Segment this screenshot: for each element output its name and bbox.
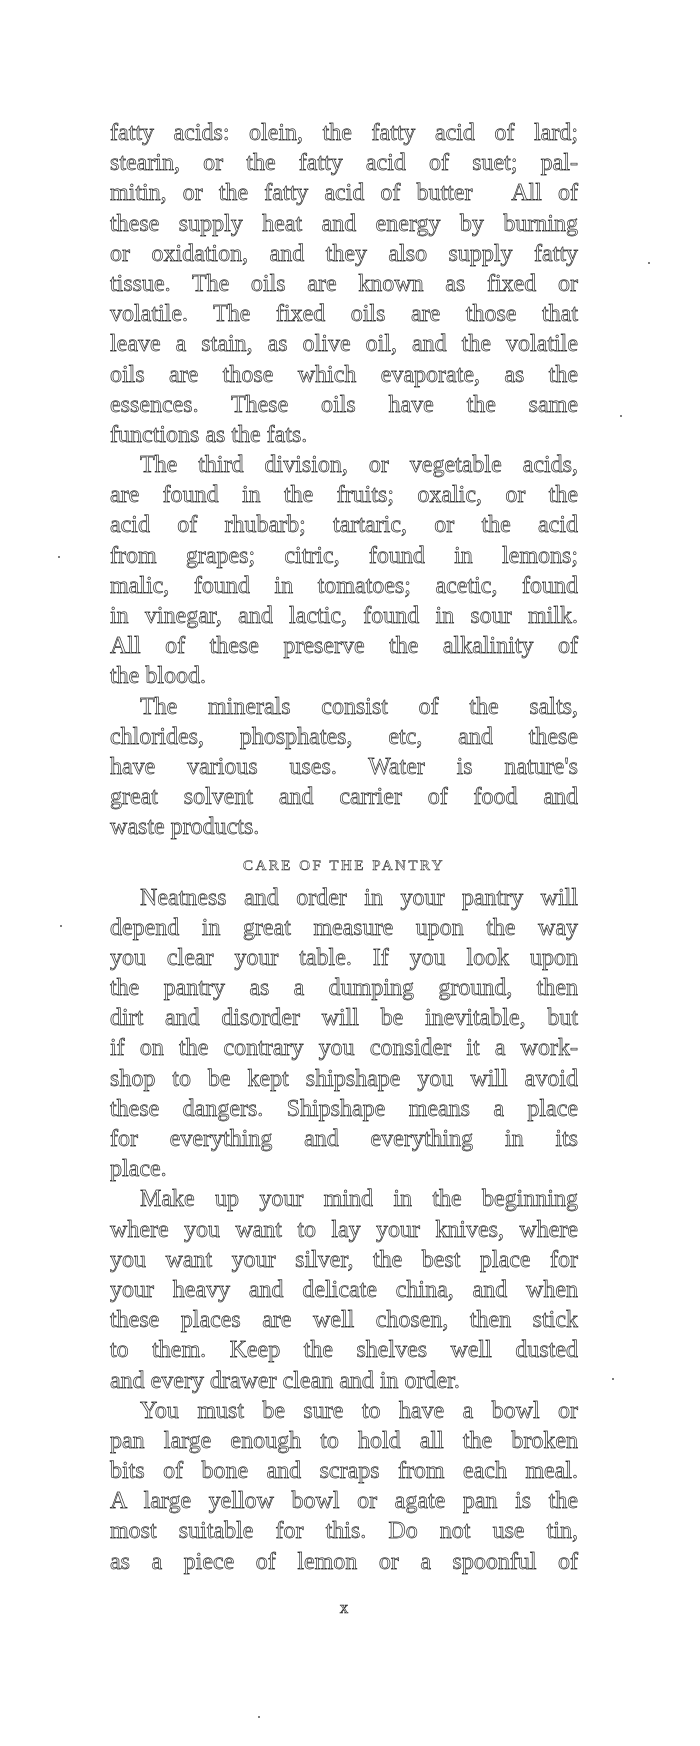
text-line: tissue. The oils are known as fixed or [110, 270, 578, 297]
text-line: if on the contrary you consider it a work- [110, 1035, 578, 1062]
scan-speck [620, 415, 622, 417]
scan-speck [60, 925, 62, 927]
text-line: Make up your mind in the beginning [140, 1186, 578, 1213]
text-line: these places are well chosen, then stick [110, 1307, 578, 1334]
text-line: great solvent and carrier of food and [110, 784, 578, 811]
text-line: pan large enough to hold all the broken [110, 1427, 578, 1454]
text-line: the pantry as a dumping ground, then [110, 975, 578, 1002]
text-line: and every drawer clean and in order. [110, 1367, 460, 1394]
text-line: you clear your table. If you look upon [110, 944, 578, 971]
paragraph [110, 450, 578, 692]
text-line: shop to be kept shipshape you will avoid [110, 1065, 578, 1092]
scan-speck [258, 1716, 260, 1718]
text-block-bottom [110, 883, 578, 1577]
paragraph [110, 1184, 578, 1395]
text-block-top [110, 118, 578, 843]
text-line: essences. These oils have the same [110, 391, 578, 418]
text-line: from grapes; citric, found in lemons; [110, 542, 578, 569]
paragraph [110, 1396, 578, 1577]
text-line: volatile. The fixed oils are those that [110, 301, 578, 328]
text-line: where you want to lay your knives, where [110, 1216, 578, 1243]
text-line: the blood. [110, 663, 206, 690]
text-line: The third division, or vegetable acids, [140, 452, 578, 479]
text-line: to them. Keep the shelves well dusted [110, 1337, 578, 1364]
text-line: The minerals consist of the salts, [140, 693, 578, 720]
paragraph [110, 883, 578, 1185]
text-line: most suitable for this. Do not use tin, [110, 1518, 578, 1545]
text-line: place. [110, 1156, 167, 1183]
text-line: as a piece of lemon or a spoonful of [110, 1548, 578, 1575]
scan-speck [648, 262, 650, 264]
text-line: malic, found in tomatoes; acetic, found [110, 572, 578, 599]
text-line: chlorides, phosphates, etc, and these [110, 723, 578, 750]
paragraph [110, 692, 578, 843]
text-line: in vinegar, and lactic, found in sour milk. [110, 603, 578, 629]
text-line: have various uses. Water is nature's [110, 753, 578, 780]
text-line: acid of rhubarb; tartaric, or the acid [110, 512, 578, 539]
text-line: You must be sure to have a bowl or [140, 1397, 578, 1424]
text-line: bits of bone and scraps from each meal. [110, 1458, 578, 1485]
scan-speck [58, 556, 60, 558]
text-line: or oxidation, and they also supply fatty [110, 240, 578, 267]
text-line: for everything and everything in its [110, 1126, 578, 1152]
text-line: waste products. [110, 814, 260, 841]
book-page-text [110, 118, 578, 1577]
text-line: are found in the fruits; oxalic, or the [110, 482, 578, 509]
text-line: these dangers. Shipshape means a place [110, 1095, 578, 1122]
text-line: these supply heat and energy by burning [110, 210, 578, 237]
text-line: functions as the fats. [110, 421, 308, 448]
text-line: oils are those which evaporate, as the [110, 361, 578, 388]
text-line: A large yellow bowl or agate pan is the [110, 1488, 578, 1515]
text-line: All of these preserve the alkalinity of [110, 633, 578, 660]
page-number: x [339, 1598, 349, 1617]
text-line: depend in great measure upon the way [110, 914, 578, 941]
text-line: your heavy and delicate china, and when [110, 1276, 578, 1303]
text-line: stearin, or the fatty acid of suet; pal- [110, 150, 578, 177]
text-line: you want your silver, the best place for [110, 1246, 578, 1273]
text-line: fatty acids: olein, the fatty acid of lard; [110, 120, 578, 146]
section-heading: CARE OF THE PANTRY [242, 857, 446, 874]
text-line: Neatness and order in your pantry will [140, 884, 578, 911]
text-line: leave a stain, as olive oil, and the volatile [110, 331, 578, 358]
scan-speck [612, 1378, 614, 1380]
text-line: dirt and disorder will be inevitable, but [110, 1005, 578, 1032]
text-line: mitin, or the fatty acid of butter All of [110, 180, 578, 207]
paragraph [110, 118, 578, 450]
